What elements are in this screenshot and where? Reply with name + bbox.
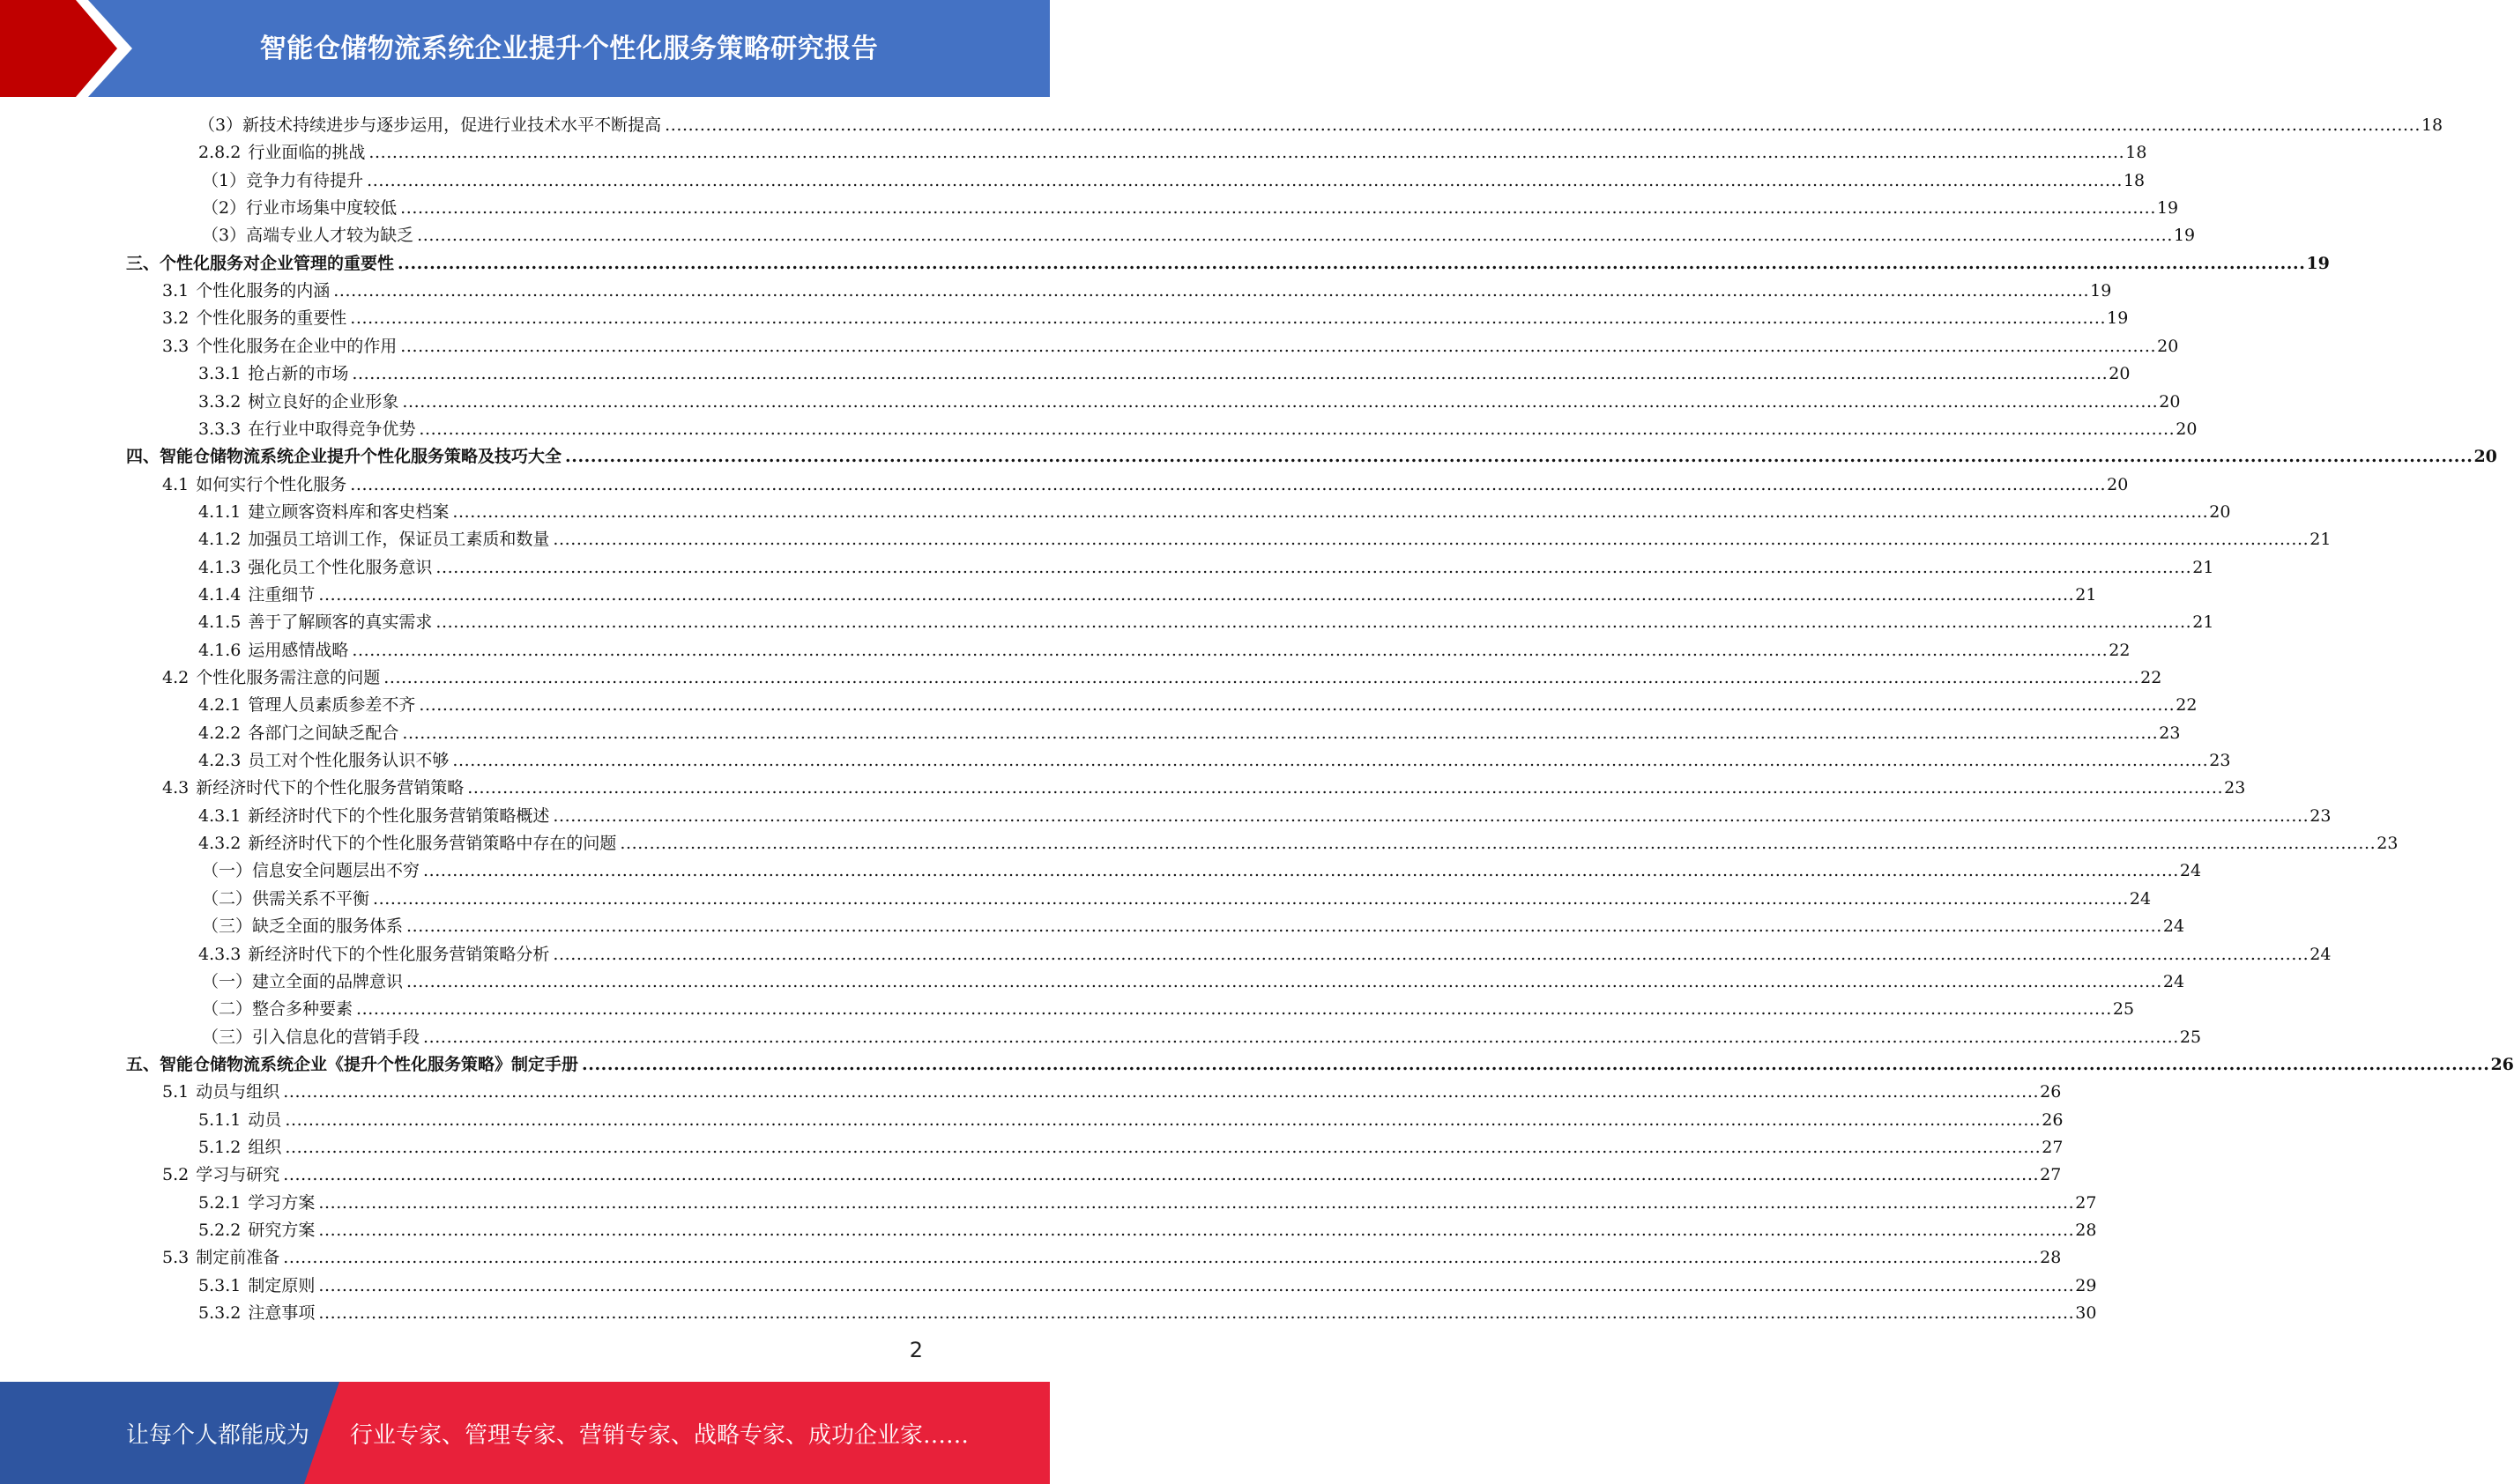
toc-entry-label bbox=[162, 333, 397, 360]
toc-dot-leader: ............................................................................................................................................................................................................................................................................................................ bbox=[283, 1165, 2040, 1185]
toc-entry-page: 24 bbox=[2162, 971, 2185, 991]
toc-dot-leader: ............................................................................................................................................................................................................................................................................................................ bbox=[553, 530, 2309, 550]
toc-entry-number: 5.1.1 bbox=[198, 1109, 242, 1130]
toc-entry-title: 新经济时代下的个性化服务营销策略 bbox=[196, 778, 465, 798]
toc-entry-page: 24 bbox=[2309, 944, 2332, 964]
toc-dot-leader: ............................................................................................................................................................................................................................................................................................................ bbox=[373, 888, 2129, 909]
toc-entry-label bbox=[198, 139, 365, 167]
footer-banner bbox=[0, 1382, 1050, 1484]
toc-entry[interactable] bbox=[198, 416, 2198, 443]
toc-entry-title: 加强员工培训工作，保证员工素质和数量 bbox=[248, 530, 550, 550]
toc-dot-leader: ............................................................................................................................................................................................................................................................................................................ bbox=[352, 364, 2109, 384]
toc-entry-label bbox=[202, 886, 369, 913]
toc-entry-page: 22 bbox=[2176, 695, 2198, 716]
toc-entry-page: 25 bbox=[2179, 1027, 2202, 1047]
toc-dot-leader: ............................................................................................................................................................................................................................................................................................................ bbox=[400, 198, 2156, 219]
toc-entry-page: 20 bbox=[2109, 364, 2131, 384]
toc-dot-leader: ............................................................................................................................................................................................................................................................................................................ bbox=[402, 391, 2159, 412]
toc-entry-number: 4.1.5 bbox=[198, 612, 242, 633]
toc-dot-leader: ............................................................................................................................................................................................................................................................................................................ bbox=[318, 1192, 2075, 1213]
toc-dot-leader: ............................................................................................................................................................................................................................................................................................................ bbox=[452, 501, 2209, 522]
toc-dot-leader: ............................................................................................................................................................................................................................................................................................................ bbox=[620, 834, 2376, 854]
toc-entry-title: （2）行业市场集中度较低 bbox=[202, 198, 398, 219]
toc-entry-number: 4.3.1 bbox=[198, 805, 242, 826]
toc-entry-label bbox=[162, 1079, 279, 1106]
toc-dot-leader: ............................................................................................................................................................................................................................................................................................................ bbox=[419, 695, 2176, 716]
toc-entry-page: 18 bbox=[2125, 143, 2147, 163]
toc-entry[interactable] bbox=[198, 1300, 2097, 1327]
toc-dot-leader: ............................................................................................................................................................................................................................................................................................................ bbox=[352, 640, 2109, 660]
toc-entry-page: 20 bbox=[2176, 419, 2198, 439]
toc-entry-title: 树立良好的企业形象 bbox=[248, 391, 399, 412]
toc-dot-leader: ............................................................................................................................................................................................................................................................................................................ bbox=[283, 1082, 2040, 1102]
toc-dot-leader: ............................................................................................................................................................................................................................................................................................................ bbox=[368, 143, 2125, 163]
toc-entry-page: 19 bbox=[2306, 253, 2330, 273]
toc-entry-label bbox=[202, 1024, 420, 1051]
toc-entry-number: 5.2.1 bbox=[198, 1192, 242, 1213]
toc-entry-page: 20 bbox=[2157, 336, 2179, 356]
toc-entry-title: （一）信息安全问题层出不穷 bbox=[202, 861, 420, 881]
toc-entry-number: 4.2.1 bbox=[198, 695, 242, 716]
toc-dot-leader: ............................................................................................................................................................................................................................................................................................................ bbox=[285, 1109, 2042, 1130]
toc-entry-label bbox=[198, 1300, 315, 1327]
page-number: 2 bbox=[909, 1338, 923, 1362]
toc-entry-label bbox=[202, 222, 413, 249]
toc-entry[interactable] bbox=[202, 857, 2202, 885]
toc-dot-leader: ............................................................................................................................................................................................................................................................................................................ bbox=[582, 1054, 2490, 1074]
toc-entry-label bbox=[162, 278, 330, 305]
toc-entry[interactable] bbox=[162, 471, 2129, 499]
toc-entry[interactable] bbox=[198, 720, 2181, 747]
toc-dot-leader: ............................................................................................................................................................................................................................................................................................................ bbox=[356, 999, 2112, 1020]
toc-entry-label bbox=[198, 389, 398, 416]
toc-entry-page: 20 bbox=[2159, 391, 2181, 412]
toc-entry-label bbox=[198, 720, 398, 747]
toc-entry[interactable] bbox=[198, 389, 2181, 416]
toc-entry-label bbox=[162, 664, 380, 692]
toc-dot-leader: ............................................................................................................................................................................................................................................................................................................ bbox=[452, 751, 2209, 771]
toc-dot-leader: ............................................................................................................................................................................................................................................................................................................ bbox=[423, 1027, 2179, 1047]
toc-entry-label bbox=[198, 637, 348, 664]
toc-entry-number: 4.3.3 bbox=[198, 944, 242, 964]
toc-dot-leader: ............................................................................................................................................................................................................................................................................................................ bbox=[665, 115, 2421, 135]
toc-entry[interactable] bbox=[198, 803, 2332, 830]
toc-entry-number: 4.3.2 bbox=[198, 834, 242, 854]
toc-entry-label bbox=[126, 1051, 578, 1079]
toc-entry[interactable] bbox=[198, 1107, 2064, 1134]
toc-entry-page: 27 bbox=[2042, 1137, 2064, 1157]
toc-entry-label bbox=[198, 1134, 281, 1161]
toc-dot-leader: ............................................................................................................................................................................................................................................................................................................ bbox=[383, 668, 2140, 687]
toc-entry-page: 22 bbox=[2140, 668, 2162, 687]
toc-entry-page: 26 bbox=[2040, 1082, 2062, 1102]
toc-entry-page: 20 bbox=[2473, 447, 2497, 467]
toc-dot-leader: ............................................................................................................................................................................................................................................................................................................ bbox=[406, 971, 2162, 991]
toc-dot-leader: ............................................................................................................................................................................................................................................................................................................ bbox=[350, 474, 2107, 494]
toc-dot-leader: ............................................................................................................................................................................................................................................................................................................ bbox=[283, 1248, 2040, 1268]
report-title: 智能仓储物流系统企业提升个性化服务策略研究报告 bbox=[259, 33, 879, 64]
toc-dot-leader: ............................................................................................................................................................................................................................................................................................................ bbox=[400, 336, 2157, 356]
footer-slogan-right: 行业专家、管理专家、营销专家、战略专家、成功企业家…… bbox=[350, 1421, 970, 1449]
toc-entry-page: 21 bbox=[2192, 557, 2214, 577]
toc-entry-number: 4.1 bbox=[162, 474, 190, 494]
toc-entry-title: 五、智能仓储物流系统企业《提升个性化服务策略》制定手册 bbox=[126, 1054, 579, 1074]
toc-entry[interactable] bbox=[202, 222, 2196, 249]
toc-dot-leader: ............................................................................................................................................................................................................................................................................................................ bbox=[553, 944, 2309, 964]
toc-entry-title: 如何实行个性化服务 bbox=[196, 474, 347, 494]
toc-entry-label bbox=[198, 112, 661, 139]
toc-entry[interactable] bbox=[202, 195, 2179, 222]
toc-entry[interactable] bbox=[202, 913, 2185, 940]
toc-entry-page: 23 bbox=[2209, 751, 2231, 771]
toc-entry-title: 个性化服务的内涵 bbox=[196, 281, 331, 301]
toc-entry-title: （3）新技术持续进步与逐步运用，促进行业技术水平不断提高 bbox=[198, 115, 662, 135]
toc-dot-leader: ............................................................................................................................................................................................................................................................................................................ bbox=[318, 1275, 2075, 1295]
toc-entry-label bbox=[126, 250, 394, 278]
toc-entry-number: 5.1.2 bbox=[198, 1137, 242, 1157]
toc-entry-label bbox=[198, 609, 432, 636]
toc-entry[interactable] bbox=[198, 360, 2131, 388]
toc-entry-label bbox=[198, 1190, 315, 1217]
toc-entry[interactable] bbox=[202, 886, 2152, 913]
toc-entry-title: 抢占新的市场 bbox=[248, 364, 349, 384]
toc-entry-label bbox=[202, 167, 363, 195]
toc-entry-label bbox=[198, 1273, 315, 1300]
toc-dot-leader: ............................................................................................................................................................................................................................................................................................................ bbox=[435, 612, 2192, 633]
toc-entry-title: 三、个性化服务对企业管理的重要性 bbox=[126, 253, 395, 273]
toc-dot-leader: ............................................................................................................................................................................................................................................................................................................ bbox=[318, 1221, 2075, 1240]
toc-entry-number: 4.1.4 bbox=[198, 584, 242, 605]
toc-entry-page: 26 bbox=[2042, 1109, 2064, 1130]
toc-entry-page: 29 bbox=[2075, 1275, 2097, 1295]
toc-entry-title: （一）建立全面的品牌意识 bbox=[202, 971, 404, 991]
toc-entry-number: 5.3.1 bbox=[198, 1275, 242, 1295]
toc-entry-label bbox=[162, 1161, 279, 1189]
toc-entry-title: 制定前准备 bbox=[196, 1248, 280, 1268]
toc-entry-label bbox=[162, 775, 464, 802]
toc-entry-number: 2.8.2 bbox=[198, 143, 242, 163]
toc-entry[interactable] bbox=[198, 692, 2198, 719]
toc-entry-title: 建立顾客资料库和客史档案 bbox=[248, 501, 450, 522]
toc-entry[interactable] bbox=[162, 775, 2246, 802]
toc-entry-page: 19 bbox=[2156, 198, 2179, 219]
toc-entry-page: 27 bbox=[2040, 1165, 2062, 1185]
toc-entry-page: 19 bbox=[2173, 226, 2196, 246]
toc-entry-page: 20 bbox=[2209, 501, 2231, 522]
toc-entry-page: 23 bbox=[2376, 834, 2399, 854]
toc-entry[interactable] bbox=[198, 1273, 2097, 1300]
toc-entry-number: 3.2 bbox=[162, 308, 190, 329]
toc-dot-leader: ............................................................................................................................................................................................................................................................................................................ bbox=[406, 916, 2162, 937]
toc-entry-title: 新经济时代下的个性化服务营销策略分析 bbox=[248, 944, 550, 964]
toc-entry-page: 27 bbox=[2075, 1192, 2097, 1213]
toc-entry-label bbox=[198, 416, 415, 443]
toc-entry-label bbox=[202, 968, 403, 996]
toc-entry[interactable] bbox=[198, 1134, 2064, 1161]
toc-entry[interactable] bbox=[198, 830, 2399, 857]
toc-entry-title: 员工对个性化服务认识不够 bbox=[248, 751, 450, 771]
toc-entry-page: 30 bbox=[2075, 1303, 2097, 1324]
toc-entry-page: 21 bbox=[2075, 584, 2097, 605]
toc-entry-label bbox=[198, 941, 549, 968]
toc-entry[interactable] bbox=[162, 333, 2179, 360]
toc-entry-label bbox=[198, 692, 415, 719]
toc-entry-page: 23 bbox=[2224, 778, 2246, 798]
toc-entry-title: 个性化服务需注意的问题 bbox=[196, 668, 381, 687]
toc-entry[interactable] bbox=[198, 112, 2443, 139]
toc-dot-leader: ............................................................................................................................................................................................................................................................................................................ bbox=[565, 447, 2473, 467]
toc-entry-title: 行业面临的挑战 bbox=[248, 143, 366, 163]
toc-entry-number: 5.1 bbox=[162, 1082, 190, 1102]
toc-entry-page: 18 bbox=[2421, 115, 2443, 135]
toc-dot-leader: ............................................................................................................................................................................................................................................................................................................ bbox=[553, 805, 2309, 826]
toc-dot-leader: ............................................................................................................................................................................................................................................................................................................ bbox=[350, 308, 2107, 329]
toc-entry-number: 3.3 bbox=[162, 336, 190, 356]
toc-entry-label bbox=[198, 803, 549, 830]
toc-entry-page: 23 bbox=[2159, 723, 2181, 743]
toc-entry-title: 善于了解顾客的真实需求 bbox=[248, 612, 433, 633]
toc-entry-title: 新经济时代下的个性化服务营销策略概述 bbox=[248, 805, 550, 826]
toc-entry-label bbox=[198, 526, 549, 553]
toc-entry-title: 注意事项 bbox=[248, 1303, 316, 1324]
toc-entry[interactable] bbox=[198, 139, 2147, 167]
toc-entry[interactable] bbox=[202, 1024, 2202, 1051]
toc-entry-page: 24 bbox=[2179, 861, 2202, 881]
toc-entry-label bbox=[162, 471, 346, 499]
toc-dot-leader: ............................................................................................................................................................................................................................................................................................................ bbox=[367, 170, 2123, 190]
toc-entry-title: 在行业中取得竞争优势 bbox=[248, 419, 416, 439]
toc-entry-title: （二）供需关系不平衡 bbox=[202, 888, 370, 909]
toc-entry-title: 新经济时代下的个性化服务营销策略中存在的问题 bbox=[248, 834, 617, 854]
toc-entry-title: 动员 bbox=[248, 1109, 282, 1130]
toc-entry-number: 3.3.1 bbox=[198, 364, 242, 384]
toc-entry-number: 4.1.6 bbox=[198, 640, 242, 660]
toc-entry[interactable] bbox=[126, 443, 2497, 471]
toc-entry-title: 运用感情战略 bbox=[248, 640, 349, 660]
toc-entry-label bbox=[198, 499, 449, 526]
toc-entry-label bbox=[202, 857, 420, 885]
toc-entry-page: 20 bbox=[2107, 474, 2129, 494]
toc-entry-title: 强化员工个性化服务意识 bbox=[248, 557, 433, 577]
toc-dot-leader: ............................................................................................................................................................................................................................................................................................................ bbox=[318, 584, 2075, 605]
toc-dot-leader: ............................................................................................................................................................................................................................................................................................................ bbox=[398, 253, 2306, 273]
toc-entry-label bbox=[198, 747, 449, 775]
toc-entry-page: 28 bbox=[2040, 1248, 2062, 1268]
toc-entry-title: 学习与研究 bbox=[196, 1165, 280, 1185]
toc-entry-label bbox=[198, 830, 616, 857]
toc-entry[interactable] bbox=[198, 582, 2097, 609]
toc-entry-page: 24 bbox=[2162, 916, 2185, 937]
toc-entry-label bbox=[126, 443, 562, 471]
toc-entry-page: 26 bbox=[2490, 1054, 2514, 1074]
header-bar bbox=[0, 0, 1050, 97]
toc-entry[interactable] bbox=[198, 637, 2131, 664]
toc-entry[interactable] bbox=[198, 499, 2231, 526]
toc-entry-number: 3.3.2 bbox=[198, 391, 242, 412]
toc-entry[interactable] bbox=[162, 1079, 2062, 1106]
toc-entry-page: 24 bbox=[2129, 888, 2152, 909]
toc-entry-number: 4.1.2 bbox=[198, 530, 242, 550]
toc-entry-title: 制定原则 bbox=[248, 1275, 316, 1295]
toc-entry-page: 21 bbox=[2309, 530, 2332, 550]
toc-entry[interactable] bbox=[198, 747, 2231, 775]
toc-entry-title: （三）缺乏全面的服务体系 bbox=[202, 916, 404, 937]
toc-entry[interactable] bbox=[162, 1244, 2062, 1272]
toc-entry-title: 各部门之间缺乏配合 bbox=[248, 723, 399, 743]
toc-entry-title: （二）整合多种要素 bbox=[202, 999, 353, 1020]
toc-entry-number: 5.3.2 bbox=[198, 1303, 242, 1324]
toc-entry-title: 个性化服务在企业中的作用 bbox=[196, 336, 398, 356]
toc-entry[interactable] bbox=[198, 941, 2332, 968]
toc-entry-page: 18 bbox=[2123, 170, 2146, 190]
toc-entry-page: 25 bbox=[2112, 999, 2135, 1020]
toc-entry-title: 注重细节 bbox=[248, 584, 316, 605]
toc-entry-page: 21 bbox=[2192, 612, 2214, 633]
toc-entry-page: 22 bbox=[2109, 640, 2131, 660]
toc-entry[interactable] bbox=[162, 664, 2162, 692]
toc-entry[interactable] bbox=[198, 1190, 2097, 1217]
toc-entry[interactable] bbox=[198, 554, 2214, 582]
toc-entry-number: 5.2.2 bbox=[198, 1221, 242, 1240]
toc-entry-label bbox=[198, 582, 315, 609]
toc-entry-page: 28 bbox=[2075, 1221, 2097, 1240]
toc-entry-label bbox=[162, 1244, 279, 1272]
toc-dot-leader: ............................................................................................................................................................................................................................................................................................................ bbox=[318, 1303, 2075, 1324]
toc-entry[interactable] bbox=[162, 278, 2112, 305]
toc-entry-label bbox=[162, 305, 346, 332]
toc-entry-title: 四、智能仓储物流系统企业提升个性化服务策略及技巧大全 bbox=[126, 447, 562, 467]
toc-dot-leader: ............................................................................................................................................................................................................................................................................................................ bbox=[467, 778, 2224, 798]
toc-entry-title: 研究方案 bbox=[248, 1221, 316, 1240]
toc-dot-leader: ............................................................................................................................................................................................................................................................................................................ bbox=[333, 281, 2090, 301]
toc-dot-leader: ............................................................................................................................................................................................................................................................................................................ bbox=[285, 1137, 2042, 1157]
toc-entry-title: 学习方案 bbox=[248, 1192, 316, 1213]
toc-entry-label bbox=[202, 195, 397, 222]
toc-entry-number: 5.3 bbox=[162, 1248, 190, 1268]
toc-entry[interactable] bbox=[126, 250, 2330, 278]
toc-entry[interactable] bbox=[198, 526, 2332, 553]
toc-entry-number: 4.1.3 bbox=[198, 557, 242, 577]
toc-entry-title: （三）引入信息化的营销手段 bbox=[202, 1027, 420, 1047]
toc-entry-number: 4.3 bbox=[162, 778, 190, 798]
toc-entry-title: 动员与组织 bbox=[196, 1082, 280, 1102]
toc-entry-number: 3.3.3 bbox=[198, 419, 242, 439]
toc-dot-leader: ............................................................................................................................................................................................................................................................................................................ bbox=[435, 557, 2192, 577]
toc-entry-title: 管理人员素质参差不齐 bbox=[248, 695, 416, 716]
toc-entry-number: 3.1 bbox=[162, 281, 190, 301]
toc-dot-leader: ............................................................................................................................................................................................................................................................................................................ bbox=[419, 419, 2176, 439]
toc-entry-number: 4.1.1 bbox=[198, 501, 242, 522]
toc-dot-leader: ............................................................................................................................................................................................................................................................................................................ bbox=[423, 861, 2179, 881]
toc-entry[interactable] bbox=[198, 1217, 2097, 1244]
toc-entry-title: 个性化服务的重要性 bbox=[196, 308, 347, 329]
toc-entry-label bbox=[198, 1107, 281, 1134]
toc-entry[interactable] bbox=[162, 305, 2129, 332]
toc-entry[interactable] bbox=[202, 968, 2185, 996]
toc-entry[interactable] bbox=[162, 1161, 2062, 1189]
toc-entry-title: 组织 bbox=[248, 1137, 282, 1157]
toc-entry-label bbox=[202, 996, 353, 1023]
footer-slogan-left: 让每个人都能成为 bbox=[126, 1421, 310, 1449]
toc-entry-title: （1）竞争力有待提升 bbox=[202, 170, 364, 190]
toc-entry-number: 4.2.2 bbox=[198, 723, 242, 743]
toc-entry[interactable] bbox=[202, 996, 2135, 1023]
toc-entry-page: 19 bbox=[2107, 308, 2129, 329]
toc-entry-label bbox=[198, 554, 432, 582]
toc-entry-label bbox=[198, 1217, 315, 1244]
toc-entry-number: 5.2 bbox=[162, 1165, 190, 1185]
toc-entry-label bbox=[202, 913, 403, 940]
toc-entry-page: 23 bbox=[2309, 805, 2332, 826]
toc-entry-number: 4.2 bbox=[162, 668, 190, 687]
toc-entry[interactable] bbox=[126, 1051, 2514, 1079]
toc-entry-page: 19 bbox=[2090, 281, 2112, 301]
toc-dot-leader: ............................................................................................................................................................................................................................................................................................................ bbox=[417, 226, 2173, 246]
toc-entry-title: （3）高端专业人才较为缺乏 bbox=[202, 226, 414, 246]
toc-entry-number: 4.2.3 bbox=[198, 751, 242, 771]
toc-entry[interactable] bbox=[202, 167, 2146, 195]
toc-entry[interactable] bbox=[198, 609, 2214, 636]
toc-dot-leader: ............................................................................................................................................................................................................................................................................................................ bbox=[402, 723, 2159, 743]
toc-entry-label bbox=[198, 360, 348, 388]
